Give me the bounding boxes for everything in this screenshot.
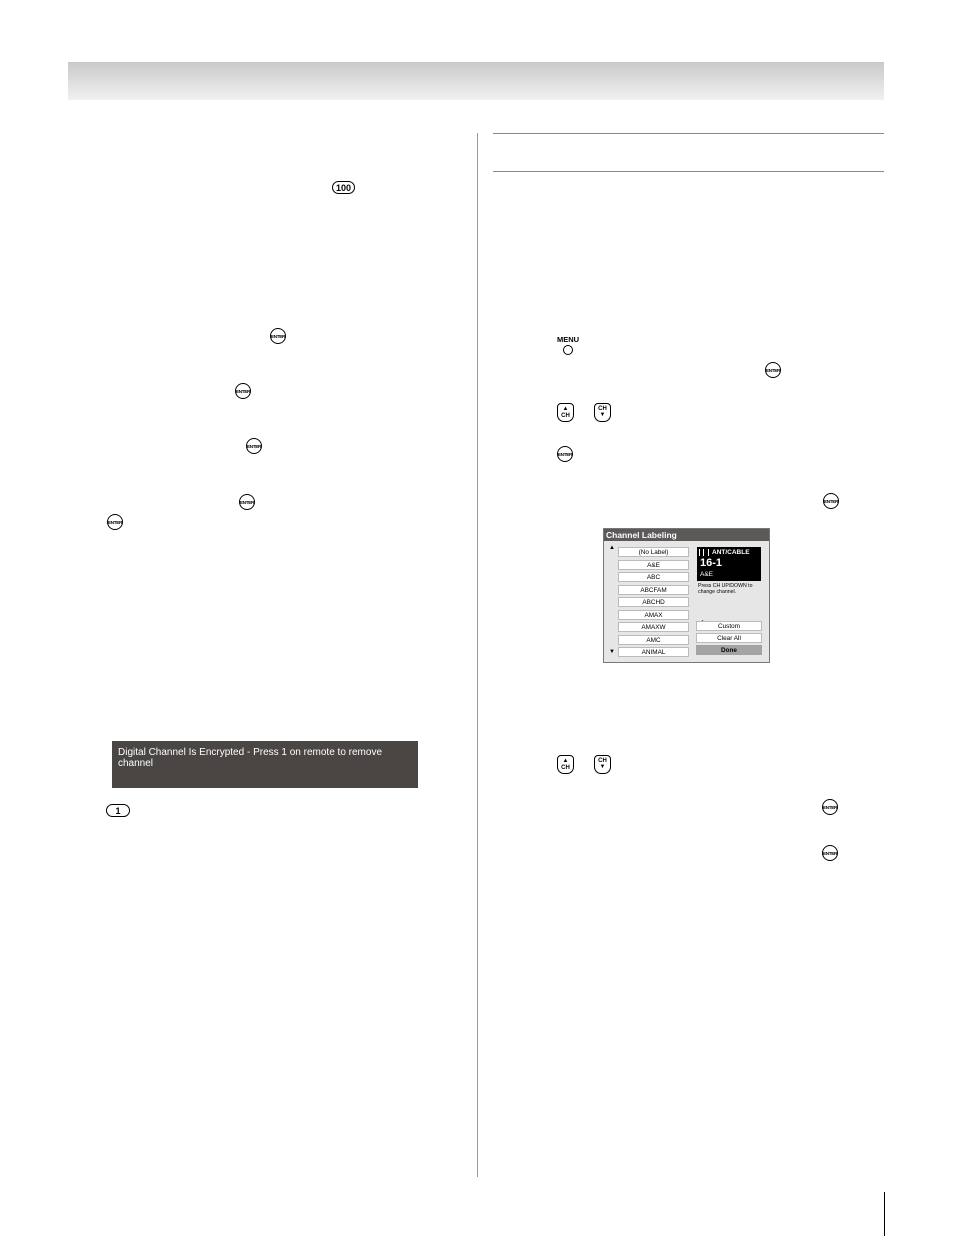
one-key-icon: 1 <box>106 804 130 817</box>
channel-number: 16-1 <box>700 557 723 569</box>
enter-key-icon: ENTER <box>823 493 839 509</box>
label-list-item[interactable]: AMC <box>618 635 689 645</box>
enter-key-icon: ENTER <box>107 514 123 530</box>
enter-key-icon: ENTER <box>822 799 838 815</box>
banner-text: Digital Channel Is Encrypted - Press 1 on remote to remove channel <box>118 747 383 769</box>
header-band <box>68 62 884 100</box>
enter-key-icon: ENTER <box>246 438 262 454</box>
help-text: Press CH UP/DOWN to change channel. <box>698 583 753 595</box>
clear-all-button[interactable]: Clear All <box>696 633 762 643</box>
section-rule-bottom <box>493 171 884 172</box>
label-list-item[interactable]: ANIMAL <box>618 647 689 657</box>
enter-key-icon: ENTER <box>557 446 573 462</box>
column-divider <box>477 133 478 1177</box>
source-indicator: ANT/CABLE <box>699 549 750 556</box>
channel-label: A&E <box>700 571 714 578</box>
channel-info-box <box>697 547 761 581</box>
label-list-item[interactable]: ABCFAM <box>618 585 689 595</box>
section-rule-top <box>493 133 884 134</box>
scroll-up-icon[interactable]: ▲ <box>609 545 615 551</box>
channel-labeling-title: Channel Labeling <box>604 529 769 541</box>
enter-key-icon: ENTER <box>270 328 286 344</box>
menu-key-icon: MENU <box>557 336 579 355</box>
label-list-item[interactable]: AMAXW <box>618 622 689 632</box>
enter-key-icon: ENTER <box>239 494 255 510</box>
enter-key-icon: ENTER <box>822 845 838 861</box>
scroll-down-icon[interactable]: ▼ <box>609 649 615 655</box>
encrypted-channel-banner <box>112 741 418 788</box>
enter-key-icon: ENTER <box>235 383 251 399</box>
ch-down-key-icon: CH ▼ <box>594 755 611 774</box>
label-list-item[interactable]: A&E <box>618 560 689 570</box>
custom-button[interactable]: Custom <box>696 621 762 631</box>
label-list-item[interactable]: (No Label) <box>618 547 689 557</box>
channel-labeling-screen <box>603 528 770 663</box>
label-list-item[interactable]: AMAX <box>618 610 689 620</box>
ch-down-key-icon: CH ▼ <box>594 403 611 422</box>
footer-line <box>884 1192 885 1236</box>
ch-up-key-icon: ▲ CH <box>557 403 574 422</box>
label-list-item[interactable]: ABC <box>618 572 689 582</box>
label-list-item[interactable]: ABCHD <box>618 597 689 607</box>
antenna-icon <box>699 549 709 556</box>
enter-key-icon: ENTER <box>765 362 781 378</box>
hundred-key-icon: 100 <box>332 181 355 194</box>
ch-up-key-icon: ▲ CH <box>557 755 574 774</box>
done-button[interactable]: Done <box>696 645 762 655</box>
